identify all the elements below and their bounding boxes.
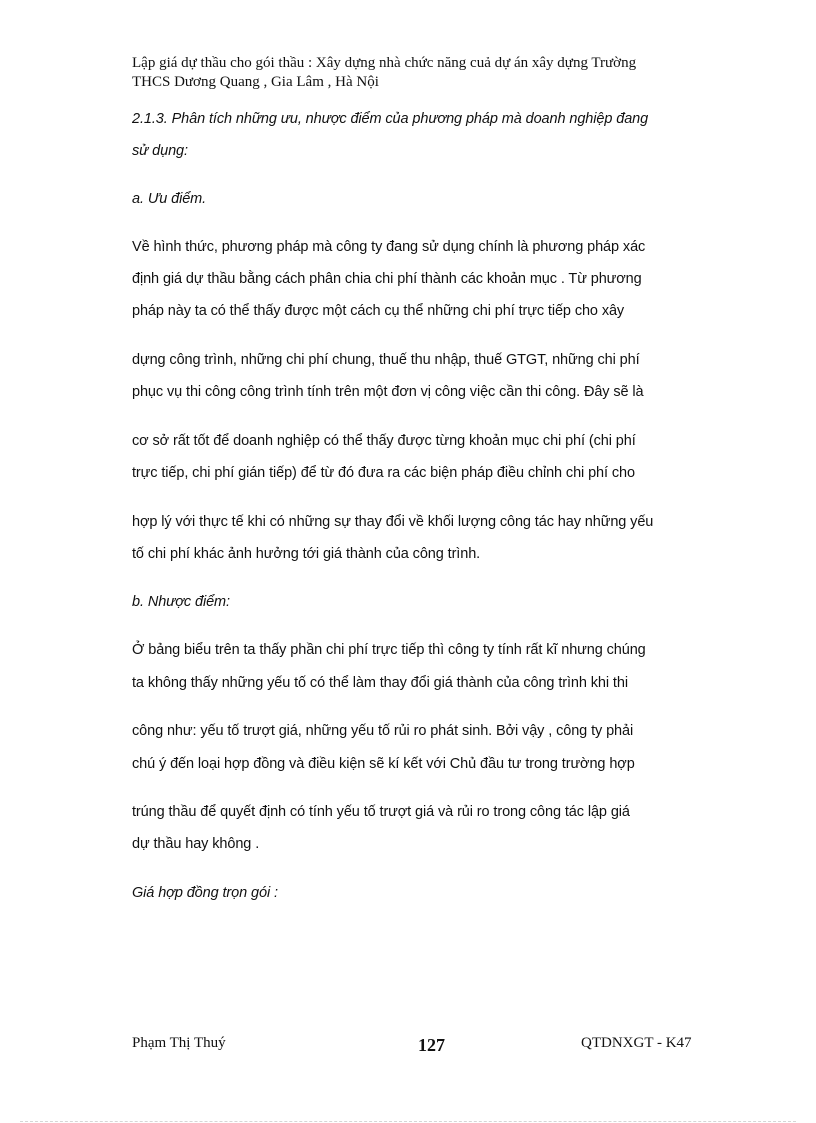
advantages-line: trực tiếp, chi phí gián tiếp) để từ đó đưa ra các biện pháp điều chỉnh chi phí cho	[132, 465, 635, 481]
disadvantages-line: ta không thấy những yếu tố có thể làm thay đổi giá thành của công trình khi thi	[132, 675, 628, 691]
advantages-line: phục vụ thi công công trình tính trên một đơn vị công việc cần thi công. Đây sẽ là	[132, 384, 644, 400]
disadvantages-line: trúng thầu để quyết định có tính yếu tố trượt giá và rủi ro trong công tác lập giá	[132, 804, 630, 820]
advantages-line: hợp lý với thực tế khi có những sự thay đổi về khối lượng công tác hay những yếu	[132, 514, 654, 530]
lump-sum-title: Giá hợp đồng trọn gói :	[132, 885, 278, 901]
disadvantages-title: b. Nhược điểm:	[132, 594, 230, 610]
advantages-line: Về hình thức, phương pháp mà công ty đang sử dụng chính là phương pháp xác	[132, 239, 646, 255]
page-bottom-divider	[20, 1121, 796, 1122]
running-header-line-2: THCS Dương Quang , Gia Lâm , Hà Nội	[132, 74, 379, 90]
disadvantages-line: công như: yếu tố trượt giá, những yếu tố rủi ro phát sinh. Bởi vậy , công ty phải	[132, 723, 634, 739]
footer-class-code: QTDNXGT - K47	[581, 1035, 692, 1051]
running-header-line-1: Lập giá dự thầu cho gói thầu : Xây dựng nhà chức năng cuả dự án xây dựng Trường	[132, 55, 637, 71]
advantages-title: a. Ưu điểm.	[132, 191, 207, 207]
advantages-line: cơ sở rất tốt để doanh nghiệp có thể thấy được từng khoản mục chi phí (chi phí	[132, 433, 636, 449]
footer-author: Phạm Thị Thuý	[132, 1035, 226, 1051]
advantages-line: dựng công trình, những chi phí chung, thuế thu nhập, thuế GTGT, những chi phí	[132, 352, 640, 368]
disadvantages-line: Ở bảng biểu trên ta thấy phần chi phí trực tiếp thì công ty tính rất kĩ nhưng chúng	[132, 642, 646, 658]
disadvantages-line: chú ý đến loại hợp đồng và điều kiện sẽ kí kết với Chủ đầu tư trong trường hợp	[132, 756, 635, 772]
advantages-line: tố chi phí khác ảnh hưởng tới giá thành của công trình.	[132, 546, 481, 562]
section-heading-line-1: 2.1.3. Phân tích những ưu, nhược điểm của phương pháp mà doanh nghiệp đang	[132, 111, 649, 127]
disadvantages-line: dự thầu hay không .	[132, 836, 260, 852]
page-number: 127	[418, 1035, 445, 1055]
section-heading-line-2: sử dụng:	[132, 143, 188, 159]
advantages-line: pháp này ta có thể thấy được một cách cụ thể những chi phí trực tiếp cho xây	[132, 303, 625, 319]
advantages-line: định giá dự thầu bằng cách phân chia chi phí thành các khoản mục . Từ phương	[132, 271, 642, 287]
